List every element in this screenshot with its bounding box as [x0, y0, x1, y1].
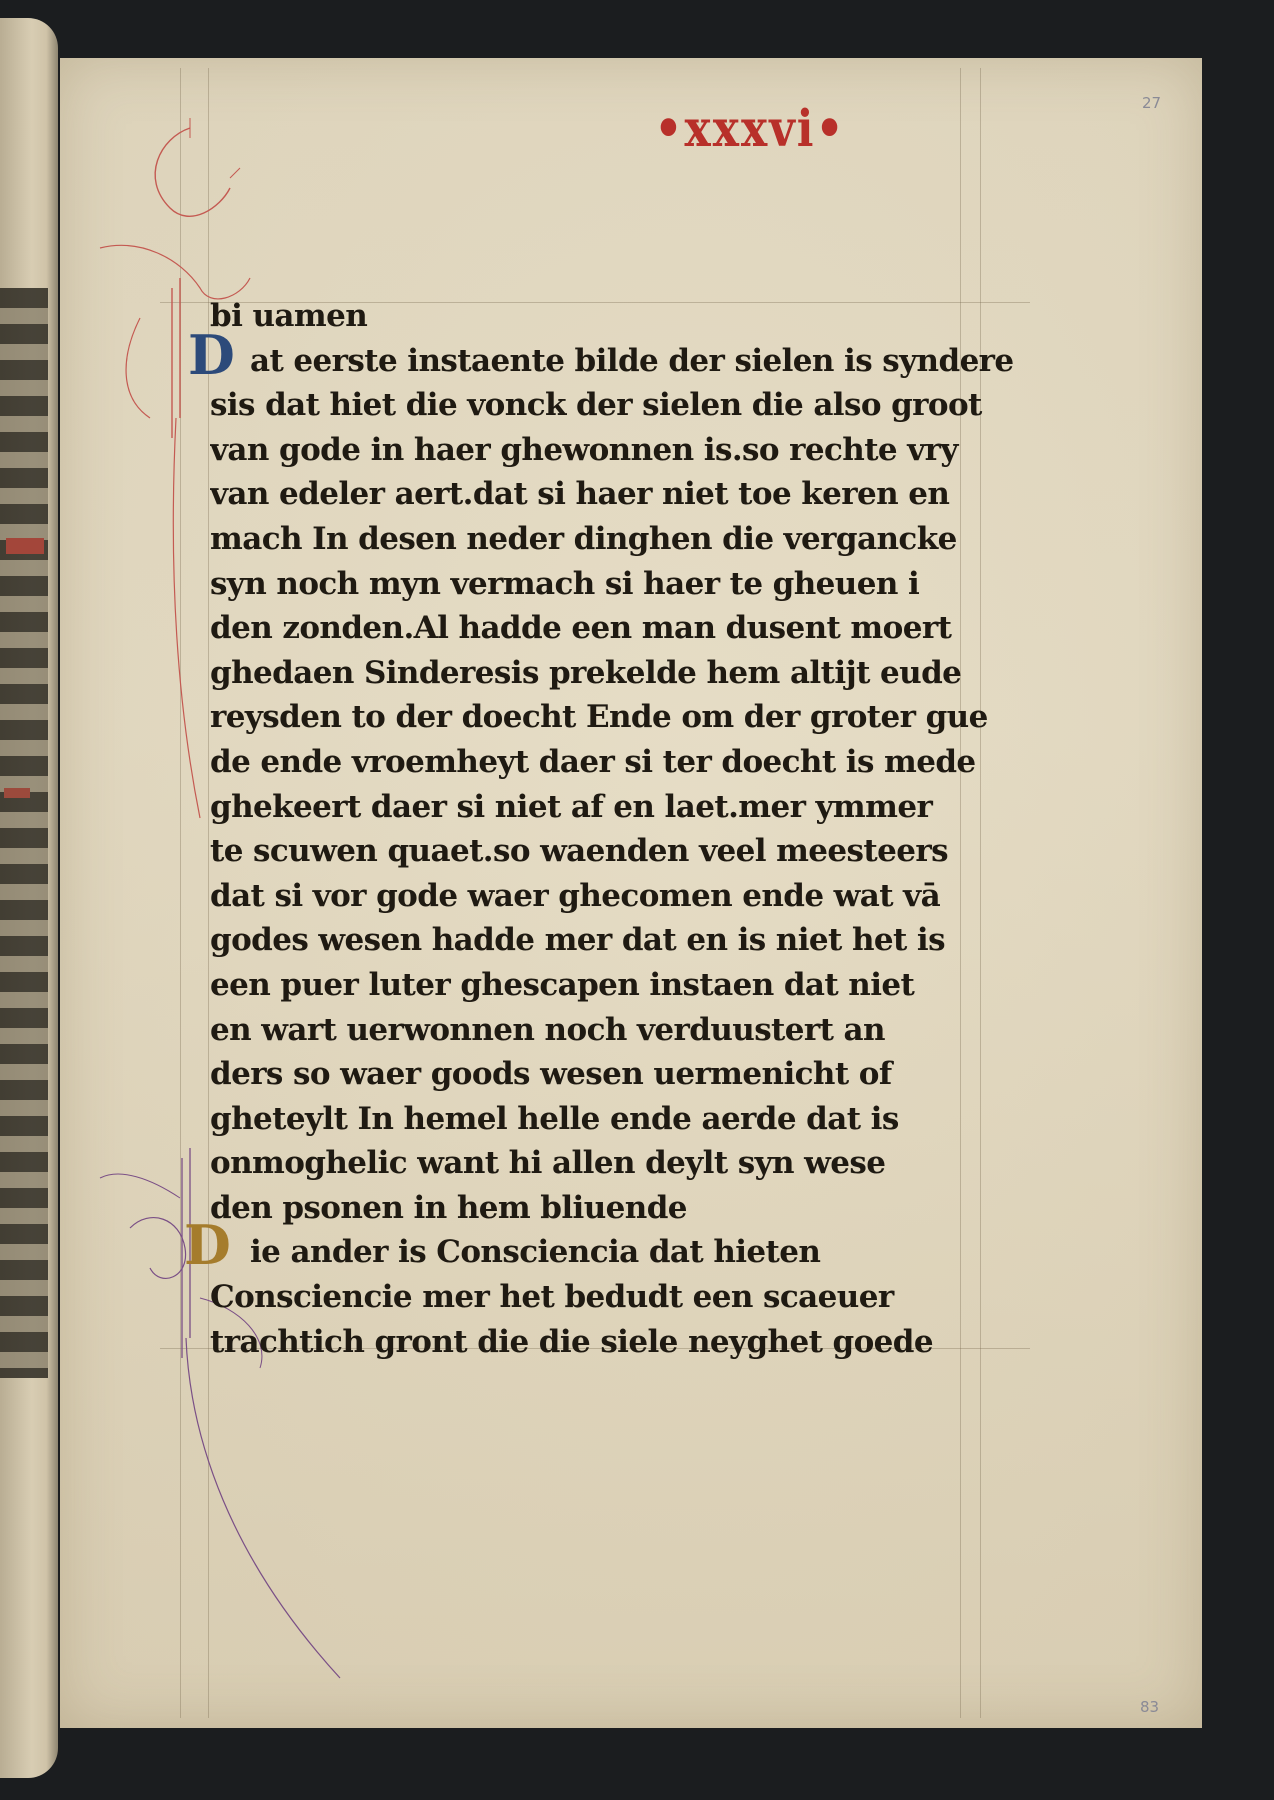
illuminated-initial-blue: D — [188, 323, 235, 387]
text-line: dat si vor gode waer ghecomen ende wat vā — [210, 877, 941, 914]
text-line: ie ander is Consciencia dat hieten — [250, 1234, 821, 1271]
facing-page-rubric — [6, 538, 44, 554]
facing-page-text — [0, 288, 48, 1378]
text-line: godes wesen hadde mer dat en is niet het is — [210, 922, 945, 959]
manuscript-page — [60, 58, 1202, 1728]
text-line: den psonen in hem bliuende — [210, 1189, 687, 1226]
text-line: mach In desen neder dinghen die vergancke — [210, 520, 957, 557]
text-line: Consciencie mer het bedudt een scaeuer — [210, 1279, 894, 1316]
text-line: van gode in haer ghewonnen is.so rechte vry — [210, 431, 958, 468]
text-line: te scuwen quaet.so waenden veel meesteers — [210, 833, 948, 870]
facing-page-rubric — [4, 788, 30, 798]
text-line: ders so waer goods wesen uermenicht of — [210, 1056, 892, 1093]
text-line: van edeler aert.dat si haer niet toe keren en — [210, 476, 950, 513]
text-line: en wart uerwonnen noch verduustert an — [210, 1011, 885, 1048]
text-line: bi uamen — [210, 298, 368, 334]
text-line: ghekeert daer si niet af en laet.mer ymmer — [210, 788, 933, 825]
text-line: de ende vroemheyt daer si ter doecht is mede — [210, 743, 976, 780]
text-line: ghedaen Sinderesis prekelde hem altijt eude — [210, 654, 962, 691]
text-line: gheteylt In hemel helle ende aerde dat is — [210, 1100, 899, 1137]
ruling-vertical-inner — [208, 68, 209, 1718]
text-line: onmoghelic want hi allen deylt syn wese — [210, 1145, 886, 1182]
text-block — [210, 294, 1030, 1364]
illuminated-initial-gold: D — [184, 1213, 231, 1277]
text-line: een puer luter ghescapen instaen dat niet — [210, 966, 915, 1003]
folio-corner-number: 27 — [1142, 94, 1162, 112]
ruling-vertical-left — [180, 68, 181, 1718]
text-line: reysden to der doecht Ende om der groter gue — [210, 699, 988, 736]
text-line: trachtich gront die die siele neyghet goede — [210, 1323, 933, 1360]
text-line: syn noch myn vermach si haer te gheuen i — [210, 565, 920, 602]
text-line: den zonden.Al hadde een man dusent moert — [210, 610, 952, 647]
folio-bottom-number: 83 — [1140, 1698, 1160, 1716]
text-line: at eerste instaente bilde der sielen is syndere — [250, 342, 1014, 379]
text-line: sis dat hiet die vonck der sielen die also groot — [210, 387, 982, 424]
folio-header-number: •xxxvi• — [654, 100, 846, 159]
facing-page-edge — [0, 18, 58, 1778]
